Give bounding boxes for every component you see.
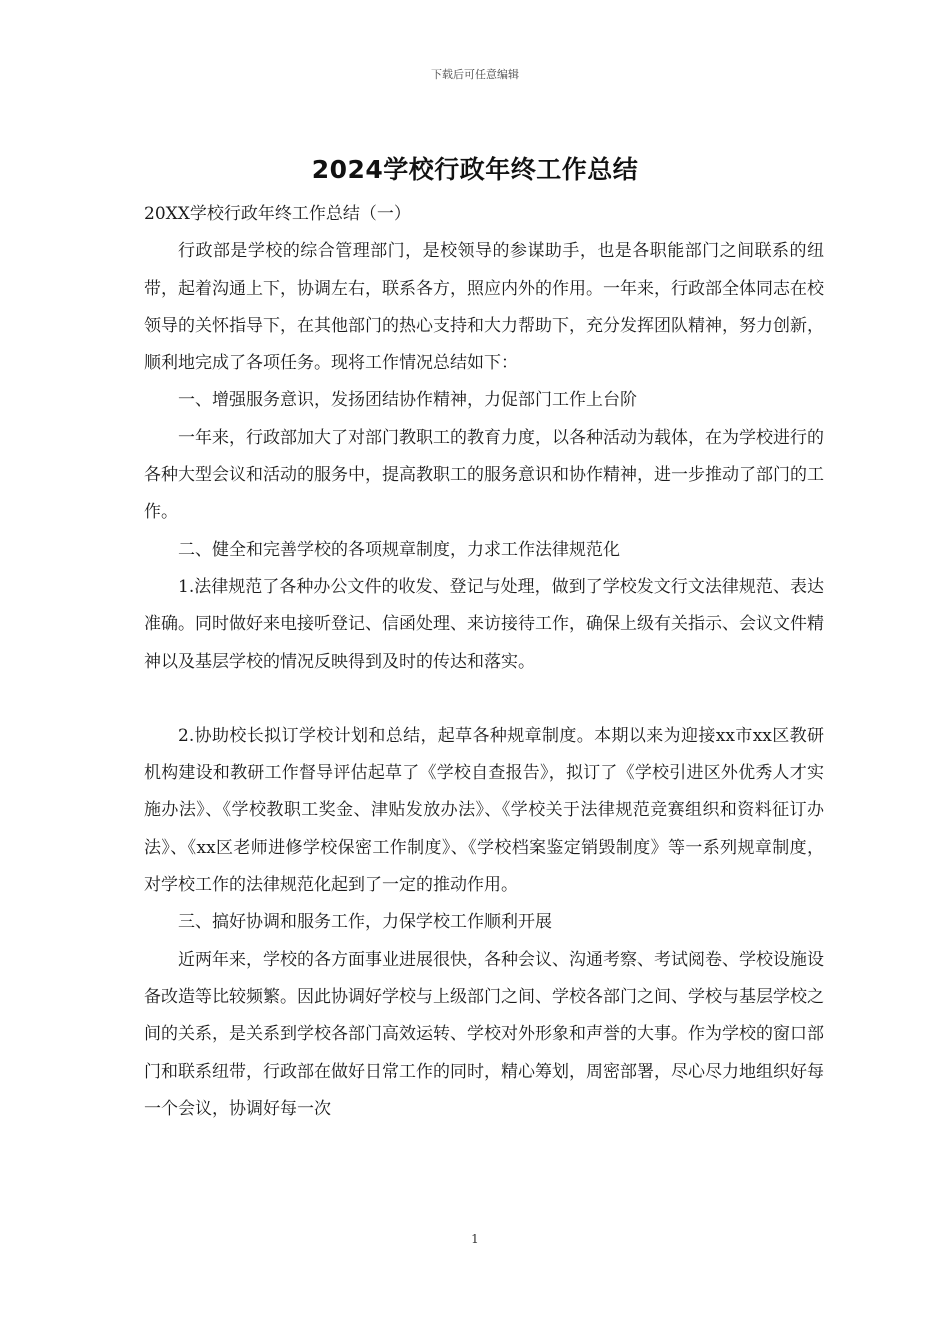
- header-note: 下载后可任意编辑: [431, 68, 519, 81]
- paragraph-item-1: 1.法律规范了各种办公文件的收发、登记与处理，做到了学校发文行文法律规范、表达准确。同时做好来电接听登记、信函处理、来访接待工作，确保上级有关指示、会议文件精神以及基层学校的情况反映得到及时的传达和落实。: [144, 576, 824, 672]
- document-body: [144, 196, 824, 1128]
- section-heading-1: 一、增强服务意识，发扬团结协作精神，力促部门工作上台阶: [178, 390, 637, 411]
- paragraph-coordination: 近两年来，学校的各方面事业进展很快，各种会议、沟通考察、考试阅卷、学校设施设备改造等比较频繁。因此协调好学校与上级部门之间、学校各部门之间、学校与基层学校之间的关系，是关系到学校各部门高效运转、学校对外形象和声誉的大事。作为学校的窗口部门和联系纽带，行政部在做好日常工作的同时，精心筹划，周密部署，尽心尽力地组织好每一个会议，协调好每一次: [144, 949, 824, 1119]
- page-number: 1: [471, 1232, 479, 1246]
- paragraph-intro: 行政部是学校的综合管理部门，是校领导的参谋助手，也是各职能部门之间联系的纽带，起着沟通上下，协调左右，联系各方，照应内外的作用。一年来，行政部全体同志在校领导的关怀指导下，在其他部门的热心支持和大力帮助下，充分发挥团队精神，努力创新，顺利地完成了各项任务。现将工作情况总结如下：: [144, 241, 824, 374]
- section-heading-3: 三、搞好协调和服务工作，力保学校工作顺利开展: [178, 912, 552, 933]
- document-title: 2024学校行政年终工作总结: [311, 155, 639, 184]
- blank-line: [144, 681, 824, 718]
- section-subtitle: 20XX学校行政年终工作总结（一）: [144, 204, 411, 224]
- paragraph-service: 一年来，行政部加大了对部门教职工的教育力度，以各种活动为载体，在为学校进行的各种大型会议和活动的服务中，提高教职工的服务意识和协作精神，进一步推动了部门的工作。: [144, 427, 824, 523]
- paragraph-item-2: 2.协助校长拟订学校计划和总结，起草各种规章制度。本期以来为迎接xx市xx区教研机构建设和教研工作督导评估起草了《学校自查报告》，拟订了《学校引进区外优秀人才实施办法》、《学校教职工奖金、津贴发放办法》、《学校关于法律规范竞赛组织和资料征订办法》、《xx区老师进修学校保密工作制度》、《学校档案鉴定销毁制度》等一系列规章制度，对学校工作的法律规范化起到了一定的推动作用。: [144, 725, 824, 896]
- section-heading-2: 二、健全和完善学校的各项规章制度，力求工作法律规范化: [178, 539, 620, 560]
